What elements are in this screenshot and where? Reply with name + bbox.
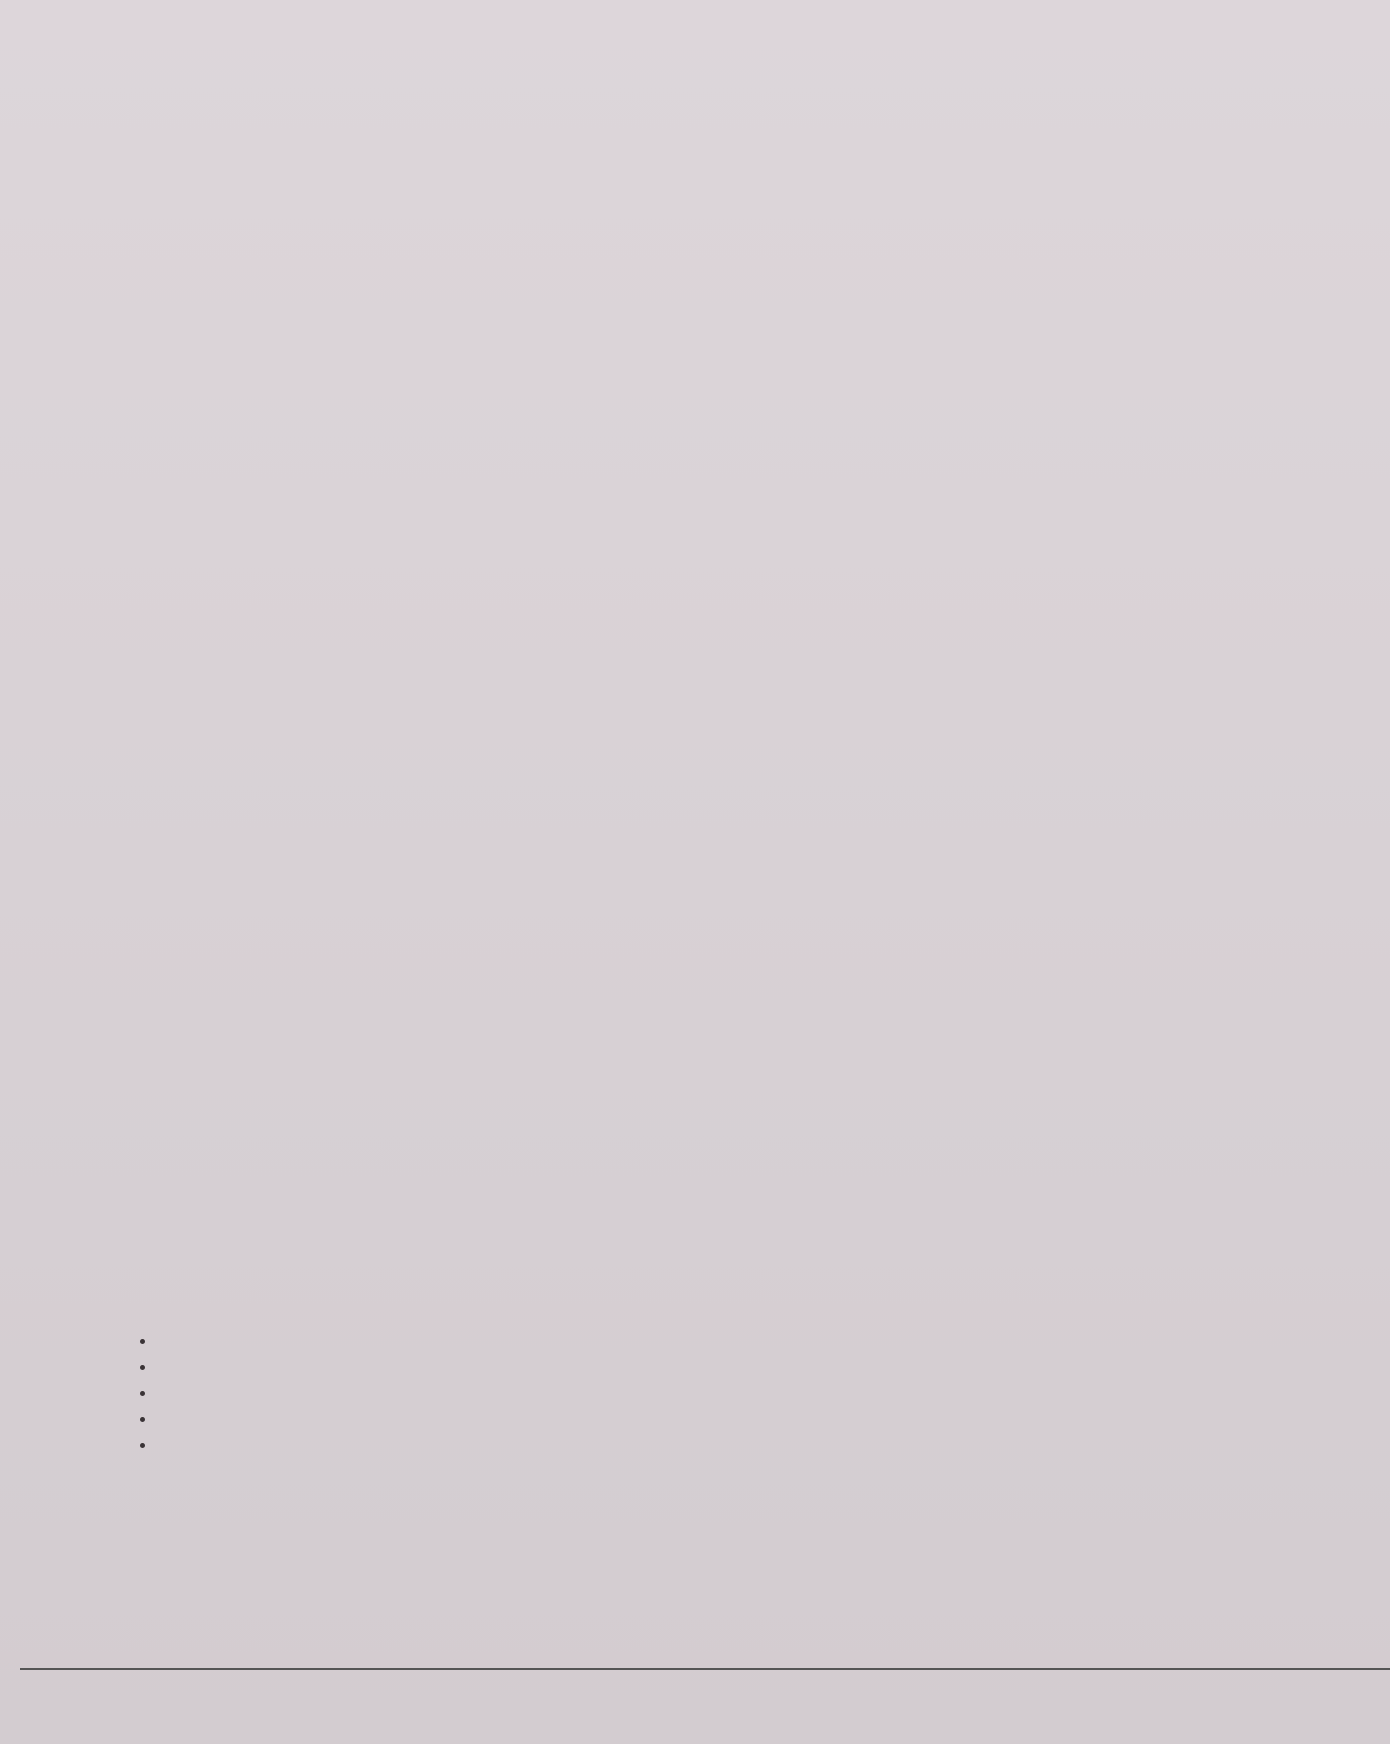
regeneration-guide-list: [135, 1328, 157, 1458]
footer-divider: [20, 1668, 1390, 1670]
